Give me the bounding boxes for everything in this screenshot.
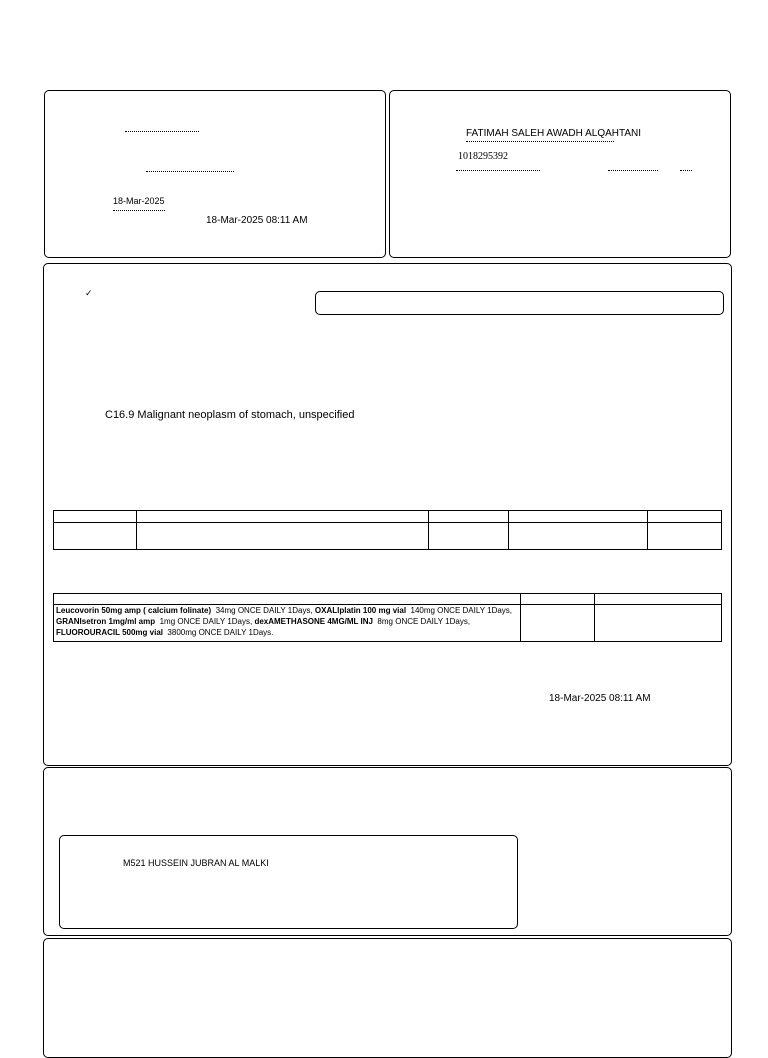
patient-name: FATIMAH SALEH AWADH ALQAHTANI — [466, 128, 642, 139]
medication-dosage: 8mg ONCE DAILY 1Days, — [372, 617, 471, 626]
order-datetime: 18-Mar-2025 08:11 AM — [549, 693, 651, 704]
blank-line — [125, 131, 199, 132]
blank-line — [146, 171, 234, 172]
physician-name: M521 HUSSEIN JUBRAN AL MALKI — [123, 858, 269, 868]
blank-line — [466, 141, 614, 142]
medication-dosage: 140mg ONCE DAILY 1Days, — [406, 606, 513, 615]
patient-id: 1018295392 — [458, 151, 508, 162]
physician-field — [59, 835, 518, 929]
medication-dosage: 3800mg ONCE DAILY 1Days. — [162, 628, 274, 637]
diagnosis-text: C16.9 Malignant neoplasm of stomach, unspecified — [105, 409, 355, 421]
medication-name: Leucovorin 50mg amp ( calcium folinate) — [56, 606, 212, 615]
order-details-box — [43, 263, 732, 766]
patient-info-box — [389, 90, 731, 258]
footer-box — [43, 938, 732, 1058]
visit-date: 18-Mar-2025 — [113, 196, 165, 206]
blank-line — [608, 170, 658, 171]
medication-dosage: 1mg ONCE DAILY 1Days, — [155, 617, 255, 626]
medications-table — [53, 593, 722, 642]
medication-dosage: 34mg ONCE DAILY 1Days, — [211, 606, 315, 615]
medications-list — [54, 605, 520, 638]
medication-name: OXALIplatin 100 mg vial — [314, 606, 407, 615]
medication-name: GRANIsetron 1mg/ml amp — [56, 617, 156, 626]
visit-info-box — [44, 90, 386, 258]
medication-name: FLUOROURACIL 500mg vial — [56, 628, 163, 637]
medication-name: dexAMETHASONE 4MG/ML INJ — [254, 617, 373, 626]
physician-box — [43, 767, 732, 936]
blank-line — [680, 170, 692, 171]
visit-datetime: 18-Mar-2025 08:11 AM — [206, 215, 308, 226]
medications-cell — [54, 605, 521, 642]
checkmark-icon: ✓ — [85, 288, 93, 298]
blank-line — [456, 170, 540, 171]
blank-line — [113, 210, 165, 211]
empty-field — [315, 291, 724, 315]
blank-table — [53, 510, 722, 550]
